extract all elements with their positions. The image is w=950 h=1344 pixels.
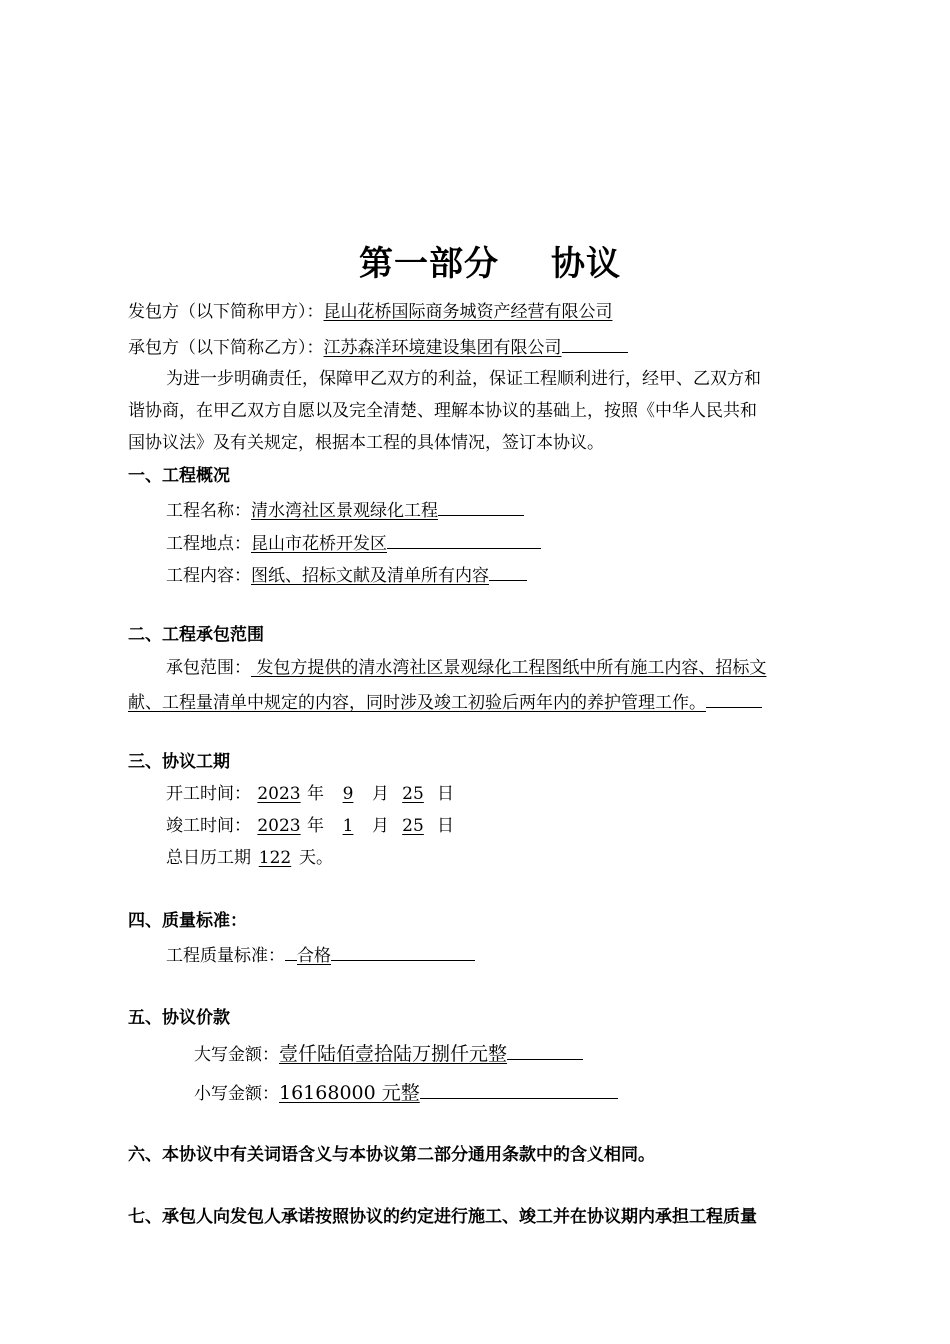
- scope-line-1: [166, 657, 766, 679]
- start-day: 25: [402, 784, 424, 804]
- party-b-line: [128, 334, 628, 359]
- party-b-label: 承包方（以下简称乙方）：: [128, 338, 324, 358]
- quality-label: 工程质量标准：: [166, 946, 285, 966]
- scope-value-2: 献、工程量清单中规定的内容，同时涉及竣工初验后两年内的养护管理工作。: [128, 693, 706, 713]
- upper-amount-label: 大写金额：: [194, 1045, 279, 1065]
- end-month: 1: [342, 816, 354, 836]
- project-name-value: 清水湾社区景观绿化工程: [251, 501, 438, 521]
- end-year-char: 年: [307, 816, 324, 836]
- project-content-line: [166, 562, 527, 587]
- start-month-char: 月: [372, 784, 389, 804]
- section-4-heading: 四、质量标准：: [128, 911, 247, 931]
- lower-amount-line: [194, 1080, 618, 1105]
- intro-line-3: 国协议法》及有关规定，根据本工程的具体情况，签订本协议。: [128, 433, 604, 453]
- party-b-value: 江苏森洋环境建设集团有限公司: [323, 338, 562, 358]
- scope-value-1: 发包方提供的清水湾社区景观绿化工程图纸中所有施工内容、招标文: [251, 658, 767, 678]
- project-location-label: 工程地点：: [166, 534, 251, 554]
- project-content-value: 图纸、招标文献及清单所有内容: [251, 566, 489, 586]
- total-unit: 天。: [299, 848, 333, 868]
- title-part: 第一部分: [359, 244, 499, 284]
- lower-amount-value: 16168000 元整: [279, 1082, 420, 1104]
- section-7-text: 七、承包人向发包人承诺按照协议的约定进行施工、竣工并在协议期内承担工程质量: [128, 1207, 757, 1227]
- end-day: 25: [402, 816, 424, 836]
- start-day-char: 日: [437, 784, 454, 804]
- quality-line: [166, 942, 475, 967]
- intro-line-1: 为进一步明确责任，保障甲乙双方的利益，保证工程顺利进行，经甲、乙双方和: [166, 369, 761, 389]
- end-label: 竣工时间：: [166, 816, 251, 836]
- upper-amount-value: 壹仟陆佰壹拾陆万捌仟元整: [279, 1043, 508, 1065]
- party-a-label: 发包方（以下简称甲方）：: [128, 302, 324, 322]
- section-6-text: 六、本协议中有关词语含义与本协议第二部分通用条款中的含义相同。: [128, 1145, 655, 1165]
- project-name-line: [166, 497, 524, 522]
- page-title: [0, 236, 950, 285]
- scope-line-2: [128, 689, 762, 714]
- start-year-char: 年: [307, 784, 324, 804]
- lower-amount-label: 小写金额：: [194, 1084, 279, 1104]
- total-days: 122: [258, 848, 292, 868]
- scope-label: 承包范围：: [166, 658, 251, 678]
- project-location-line: [166, 530, 541, 555]
- quality-value: 合格: [297, 946, 331, 966]
- end-month-char: 月: [372, 816, 389, 836]
- section-2-heading: 二、工程承包范围: [128, 625, 264, 645]
- party-a-line: [128, 301, 621, 323]
- title-name: 协议: [551, 244, 621, 284]
- project-location-value: 昆山市花桥开发区: [251, 534, 387, 554]
- end-date-line: [166, 815, 454, 837]
- start-date-line: [166, 783, 454, 805]
- project-content-label: 工程内容：: [166, 566, 251, 586]
- start-month: 9: [342, 784, 354, 804]
- intro-line-2: 谐协商，在甲乙双方自愿以及完全清楚、理解本协议的基础上，按照《中华人民共和: [128, 401, 757, 421]
- end-year: 2023: [257, 816, 301, 836]
- total-days-line: [166, 847, 333, 869]
- upper-amount-line: [194, 1041, 583, 1066]
- section-1-heading: 一、工程概况: [128, 466, 230, 486]
- party-a-value: 昆山花桥国际商务城资产经营有限公司: [323, 302, 613, 322]
- section-3-heading: 三、协议工期: [128, 752, 230, 772]
- end-day-char: 日: [437, 816, 454, 836]
- start-label: 开工时间：: [166, 784, 251, 804]
- project-name-label: 工程名称：: [166, 501, 251, 521]
- start-year: 2023: [257, 784, 301, 804]
- section-5-heading: 五、协议价款: [128, 1008, 230, 1028]
- total-label: 总日历工期: [166, 848, 251, 868]
